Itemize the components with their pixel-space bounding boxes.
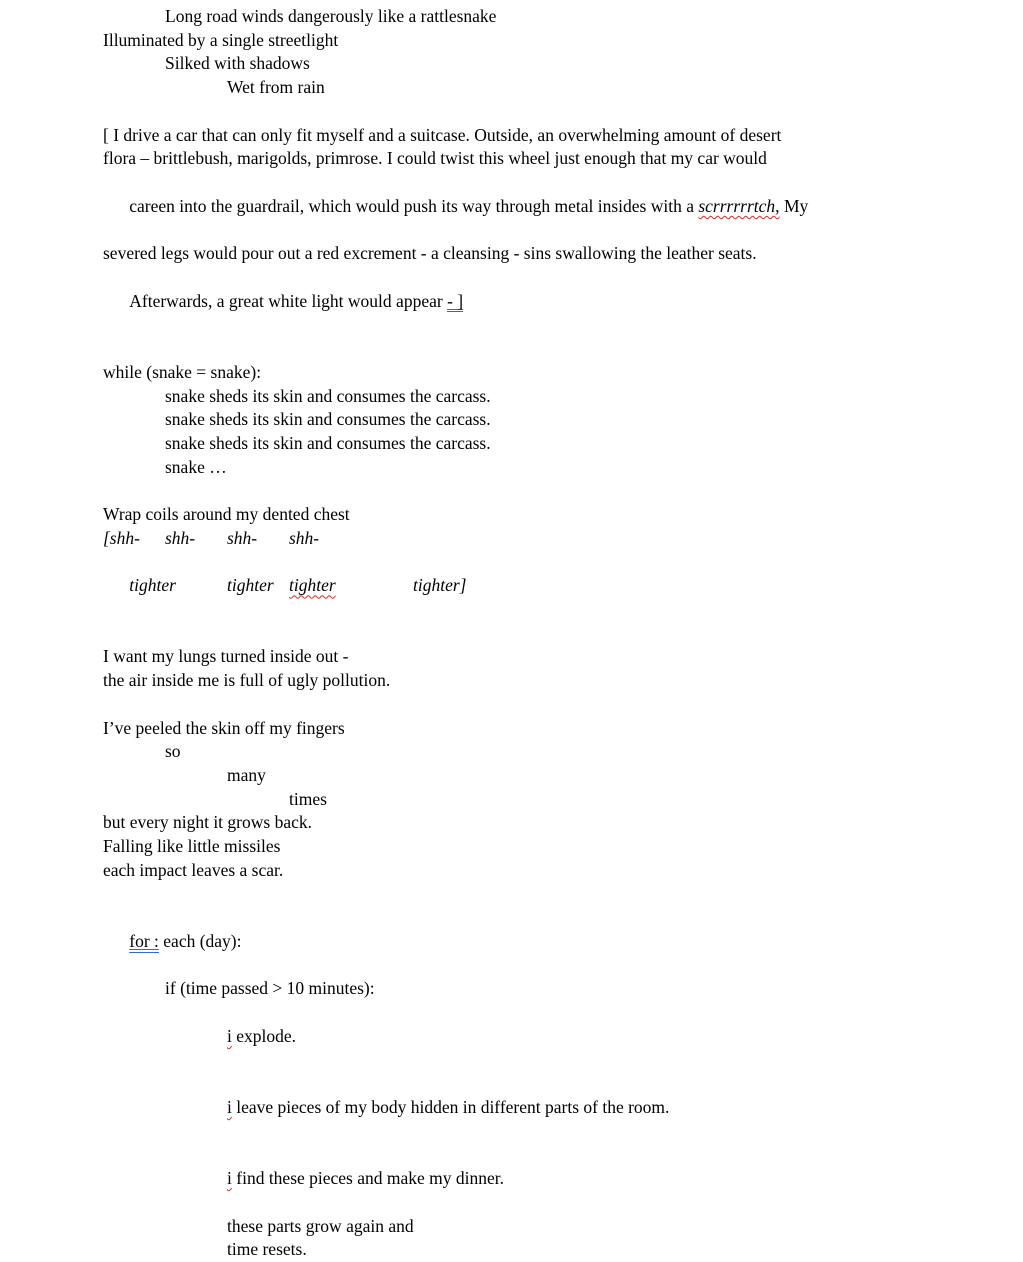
- poem-line: the air inside me is full of ugly pollution.: [103, 670, 391, 691]
- poem-line: flora – brittlebush, marigolds, primrose. I could twist this wheel just enough that my car would: [103, 148, 767, 169]
- blank-line: [103, 693, 1013, 717]
- misspelled-word[interactable]: i: [227, 1168, 232, 1189]
- poem-text: tighter tighter: [129, 575, 289, 596]
- grammar-flagged-text[interactable]: for :: [129, 931, 159, 952]
- poem-line: severed legs would pour out a red excrement - a cleansing - sins swallowing the leather seats.: [103, 243, 757, 264]
- grammar-flagged-text[interactable]: - ]: [447, 290, 464, 311]
- poem-line: [103, 171, 1013, 242]
- poem-text: careen into the guardrail, which would push its way through metal insides with a: [129, 195, 699, 216]
- poem-line: I’ve peeled the skin off my fingers: [103, 717, 345, 738]
- blank-line: [103, 622, 1013, 646]
- misspelled-word[interactable]: i: [227, 1097, 232, 1118]
- blank-line: [103, 100, 1013, 124]
- poem-line: Wet from rain: [103, 77, 325, 98]
- poem-line: I want my lungs turned inside out -: [103, 646, 349, 667]
- blank-line: [103, 479, 1013, 503]
- poem-line: [103, 551, 1013, 622]
- poem-text: each (day):: [158, 931, 242, 952]
- poem-line: Falling like little missiles: [103, 836, 281, 857]
- poem-line: snake sheds its skin and consumes the carcass.: [103, 385, 491, 406]
- poem-line: snake sheds its skin and consumes the carcass.: [103, 432, 491, 453]
- poem-line: [103, 1001, 1013, 1072]
- poem-line: snake …: [103, 456, 227, 477]
- misspelled-word[interactable]: tighter: [289, 575, 336, 596]
- poem-line: [103, 1144, 1013, 1215]
- poem-line: [103, 906, 1013, 977]
- poem-line: so: [103, 741, 181, 762]
- poem-text: leave pieces of my body hidden in different parts of the room.: [231, 1097, 670, 1118]
- poem-line: snake sheds its skin and consumes the carcass.: [103, 409, 491, 430]
- blank-line: [103, 337, 1013, 361]
- poem: [103, 5, 1013, 1262]
- poem-text: My: [779, 195, 809, 216]
- poem-line: times: [103, 788, 327, 809]
- misspelled-word[interactable]: i: [227, 1025, 232, 1046]
- poem-text: explode.: [231, 1025, 297, 1046]
- poem-text: [129, 1097, 227, 1117]
- poem-line: [ I drive a car that can only fit myself and a suitcase. Outside, an overwhelming amount of desert: [103, 124, 782, 145]
- poem-line: [shh- shh- shh- shh-: [103, 527, 320, 548]
- poem-line: time resets.: [103, 1239, 307, 1260]
- poem-line: many: [103, 765, 266, 785]
- poem-line: these parts grow again and: [103, 1215, 414, 1236]
- poem-line: while (snake = snake):: [103, 361, 262, 382]
- poem-text: find these pieces and make my dinner.: [231, 1168, 505, 1189]
- poem-text: Afterwards, a great white light would appear: [129, 290, 448, 311]
- misspelled-word[interactable]: scrrrrrrtch,: [698, 195, 780, 216]
- poem-text: tighter]: [335, 575, 467, 596]
- poem-line: Long road winds dangerously like a rattlesnake: [103, 6, 497, 26]
- poem-line: Wrap coils around my dented chest: [103, 504, 350, 525]
- poem-line: Illuminated by a single streetlight: [103, 29, 339, 50]
- poem-line: but every night it grows back.: [103, 812, 312, 833]
- poem-line: [103, 1072, 1013, 1143]
- poem-line: if (time passed > 10 minutes):: [103, 978, 375, 999]
- poem-line: Silked with shadows: [103, 53, 310, 74]
- poem-text: [129, 1026, 227, 1046]
- poem-line: each impact leaves a scar.: [103, 859, 284, 880]
- poem-line: [103, 266, 1013, 337]
- poem-text: [129, 1168, 227, 1188]
- blank-line: [103, 883, 1013, 907]
